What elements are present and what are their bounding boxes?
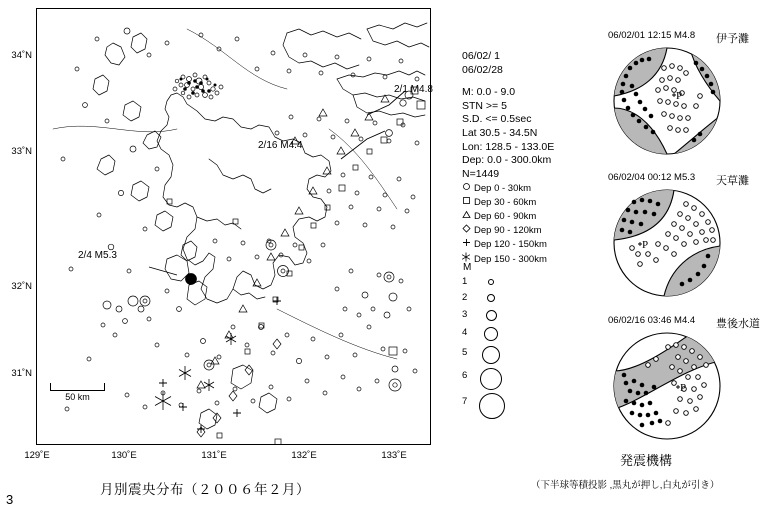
- mag-label-2: 2: [462, 292, 468, 303]
- annotation-event-1: 2/1 M4.8: [394, 84, 433, 95]
- focal-mechanism-1-p-axis: P: [676, 90, 683, 102]
- depth-legend-item-0: [458, 182, 547, 196]
- focal-mechanism-3-region: 豊後水道: [716, 318, 760, 330]
- annotation-event-3: 2/4 M5.3: [78, 250, 117, 261]
- map-ytick-1: 33˚N: [11, 146, 32, 157]
- focal-mechanism-2-title: 06/02/04 00:12 M5.3: [608, 172, 696, 183]
- focal-mechanism-3-title: 06/02/16 03:46 M4.4: [608, 315, 696, 326]
- meta-spacer: [462, 77, 554, 86]
- mag-label-4: 4: [462, 327, 468, 338]
- meta-line-6: Lat 30.5 - 34.5N: [462, 126, 538, 139]
- mag-circle-7: [479, 393, 505, 419]
- mag-circle-3: [486, 310, 497, 321]
- meta-line-0: 06/02/ 1: [462, 50, 500, 62]
- epicenter-map: [36, 8, 431, 445]
- depth-legend-label-3: Dep 90 - 120km: [474, 225, 542, 236]
- focal-mechanism-1-region: 伊予灘: [716, 33, 749, 45]
- circle-icon: [458, 182, 474, 196]
- mag-circle-2: [487, 294, 495, 302]
- map-ytick-0: 34˚N: [11, 50, 32, 61]
- depth-legend-item-1: [458, 196, 547, 210]
- catalog-parameters: [462, 50, 554, 181]
- scalebar-bar: [50, 383, 105, 391]
- map-xtick-0: 129˚E: [24, 450, 50, 461]
- meta-line-4: STN >= 5: [462, 99, 507, 112]
- plus-icon: [458, 238, 474, 252]
- mag-label-3: 3: [462, 309, 468, 320]
- annotation-event-2: 2/16 M4.4: [258, 140, 303, 151]
- page-number: 3: [6, 492, 14, 507]
- depth-legend-item-3: [458, 224, 547, 238]
- map-caption: 月別震央分布（２００６年２月）: [100, 482, 310, 497]
- diamond-icon: [458, 224, 474, 238]
- map-scalebar: [50, 383, 105, 402]
- meta-line-1: 06/02/28: [462, 63, 503, 76]
- focal-mechanism-2-p-axis: P: [642, 239, 649, 251]
- map-xtick-2: 131˚E: [201, 450, 227, 461]
- depth-legend-label-5: Dep 150 - 300km: [474, 253, 547, 265]
- mag-label-1: 1: [462, 276, 468, 287]
- meta-line-8: Dep: 0.0 - 300.0km: [462, 154, 552, 167]
- triangle-icon: [458, 210, 474, 224]
- depth-legend-label-2: Dep 60 - 90km: [474, 211, 537, 222]
- magnitude-legend: [462, 262, 532, 416]
- scalebar-label: 50 km: [65, 392, 90, 402]
- depth-legend-item-2: [458, 210, 547, 224]
- depth-legend-label-4: Dep 120 - 150km: [474, 239, 547, 250]
- mag-label-5: 5: [462, 347, 468, 358]
- meta-line-7: Lon: 128.5 - 133.0E: [462, 140, 555, 153]
- focal-mechanism-1-beachball: [612, 46, 722, 156]
- focal-mechanism-caption: 発震機構: [620, 453, 673, 468]
- depth-legend-item-4: [458, 238, 547, 252]
- meta-line-9: N=1449: [462, 167, 500, 180]
- focal-mechanism-1-title: 06/02/01 12:15 M4.8: [608, 30, 696, 41]
- mag-circle-5: [482, 346, 500, 364]
- depth-legend-label-0: Dep 0 - 30km: [474, 183, 532, 194]
- mag-circle-1: [488, 279, 494, 285]
- focal-mechanism-3-beachball: [612, 331, 722, 441]
- focal-mechanism-2-region: 天草灘: [716, 175, 749, 187]
- magnitude-legend-title: M: [463, 262, 472, 273]
- focal-mechanism-note: （下半球等積投影 ,黒丸が押し,白丸が引き）: [531, 480, 720, 491]
- focal-mechanism-3-p-axis: P: [680, 382, 687, 394]
- map-xtick-4: 133˚E: [381, 450, 407, 461]
- map-svg: [37, 9, 430, 444]
- depth-legend-label-1: Dep 30 - 60km: [474, 197, 537, 208]
- map-xtick-3: 132˚E: [291, 450, 317, 461]
- focal-mechanism-2-beachball: [612, 188, 722, 298]
- mag-circle-4: [484, 327, 498, 341]
- map-ytick-3: 31˚N: [11, 368, 32, 379]
- map-ytick-2: 32˚N: [11, 281, 32, 292]
- depth-legend: [458, 182, 547, 266]
- map-xtick-1: 130˚E: [111, 450, 137, 461]
- mag-label-6: 6: [462, 370, 468, 381]
- meta-line-5: S.D. <= 0.5sec: [462, 113, 532, 126]
- square-icon: [458, 196, 474, 210]
- meta-line-3: M: 0.0 - 9.0: [462, 86, 516, 99]
- mag-circle-6: [480, 368, 502, 390]
- mag-label-7: 7: [462, 396, 468, 407]
